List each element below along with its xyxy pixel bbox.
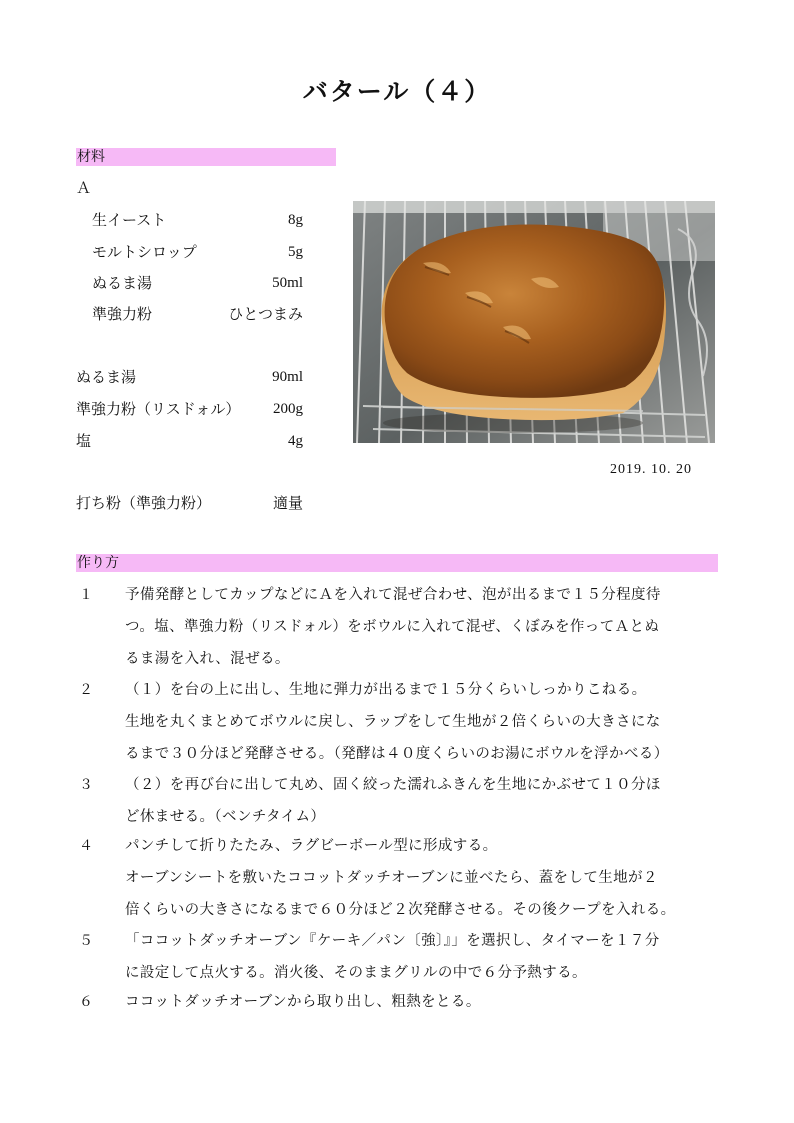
ingredient-name: 準強力粉 [92,305,153,323]
step-line: （２）を再び台に出して丸め、固く絞った濡れふきんを生地にかぶせて１０分ほ [125,777,661,793]
ingredient-name: モルトシロップ [92,243,197,261]
step-number: ６ [79,994,93,1010]
step-line: 「ココットダッチオーブン『ケーキ／パン〔強〕』」を選択し、タイマーを１７分 [125,933,660,949]
ingredient-amount: 4g [288,433,303,449]
step-number: １ [79,587,93,603]
step-number: ２ [79,682,93,698]
ingredient-row [76,397,303,421]
ingredient-row [92,302,303,326]
step-line: 予備発酵としてカップなどにＡを入れて混ぜ合わせ、泡が出るまで１５分程度待 [125,587,661,603]
ingredient-name: 塩 [76,432,92,450]
step-text [125,830,720,926]
step-line: ど休ませる。（ベンチタイム） [125,809,326,825]
step-text [125,986,720,1018]
group-a-label [76,176,306,200]
page-title: バタール（４） [302,77,492,106]
ingredient-name: 準強力粉（リスドォル） [76,400,241,418]
date-label: 2019. 10. 20 [610,462,692,477]
step-text [125,579,720,675]
dusting-row [76,491,303,515]
ingredients-heading: 材料 [76,148,336,166]
ingredient-amount: 8g [288,212,303,228]
method-heading: 作り方 [76,554,718,572]
step-text [125,769,720,833]
step-number: ３ [79,777,93,793]
ingredient-amount: 200g [273,401,303,417]
ingredient-amount: 5g [288,244,303,260]
ingredient-name: ぬるま湯 [92,274,153,292]
step-line: つ。塩、準強力粉（リスドォル）をボウルに入れて混ぜ、くぼみを作ってＡとぬ [125,619,660,635]
step-line: 倍くらいの大きさになるまで６０分ほど２次発酵させる。その後クープを入れる。 [125,902,676,918]
step-line: オーブンシートを敷いたココットダッチオーブンに並べたら、蓋をして生地が２ [125,870,658,886]
ingredient-row [76,429,303,453]
ingredient-amount: 90ml [272,369,303,385]
ingredient-row [92,208,303,232]
ingredient-row [76,365,303,389]
ingredient-amount: 50ml [272,275,303,291]
step-line: るまで３０分ほど発酵させる。（発酵は４０度くらいのお湯にボウルを浮かべる） [125,746,669,762]
step-line: るま湯を入れ、混ぜる。 [125,651,290,667]
step-line: に設定して点火する。消火後、そのままグリルの中で６分予熱する。 [125,965,587,981]
step-line: ココットダッチオーブンから取り出し、粗熱をとる。 [125,994,481,1010]
step-number: ４ [79,838,93,854]
bread-photo [353,201,715,443]
step-line: （１）を台の上に出し、生地に弾力が出るまで１５分くらいしっかりこねる。 [125,682,647,698]
ingredient-amount: 適量 [272,494,303,512]
ingredient-row [92,271,303,295]
ingredient-name: ぬるま湯 [76,368,137,386]
group-a-label-text: Ａ [76,179,92,197]
step-number: ５ [79,933,93,949]
step-text [125,674,720,770]
step-line: パンチして折りたたみ、ラグビーボール型に形成する。 [125,838,498,854]
step-line: 生地を丸くまとめてボウルに戻し、ラップをして生地が２倍くらいの大きさにな [125,714,661,730]
ingredient-name: 生イースト [92,211,167,229]
ingredient-name: 打ち粉（準強力粉） [76,494,212,512]
ingredient-amount: ひとつまみ [228,305,303,323]
ingredient-row [92,240,303,264]
step-text [125,925,720,989]
